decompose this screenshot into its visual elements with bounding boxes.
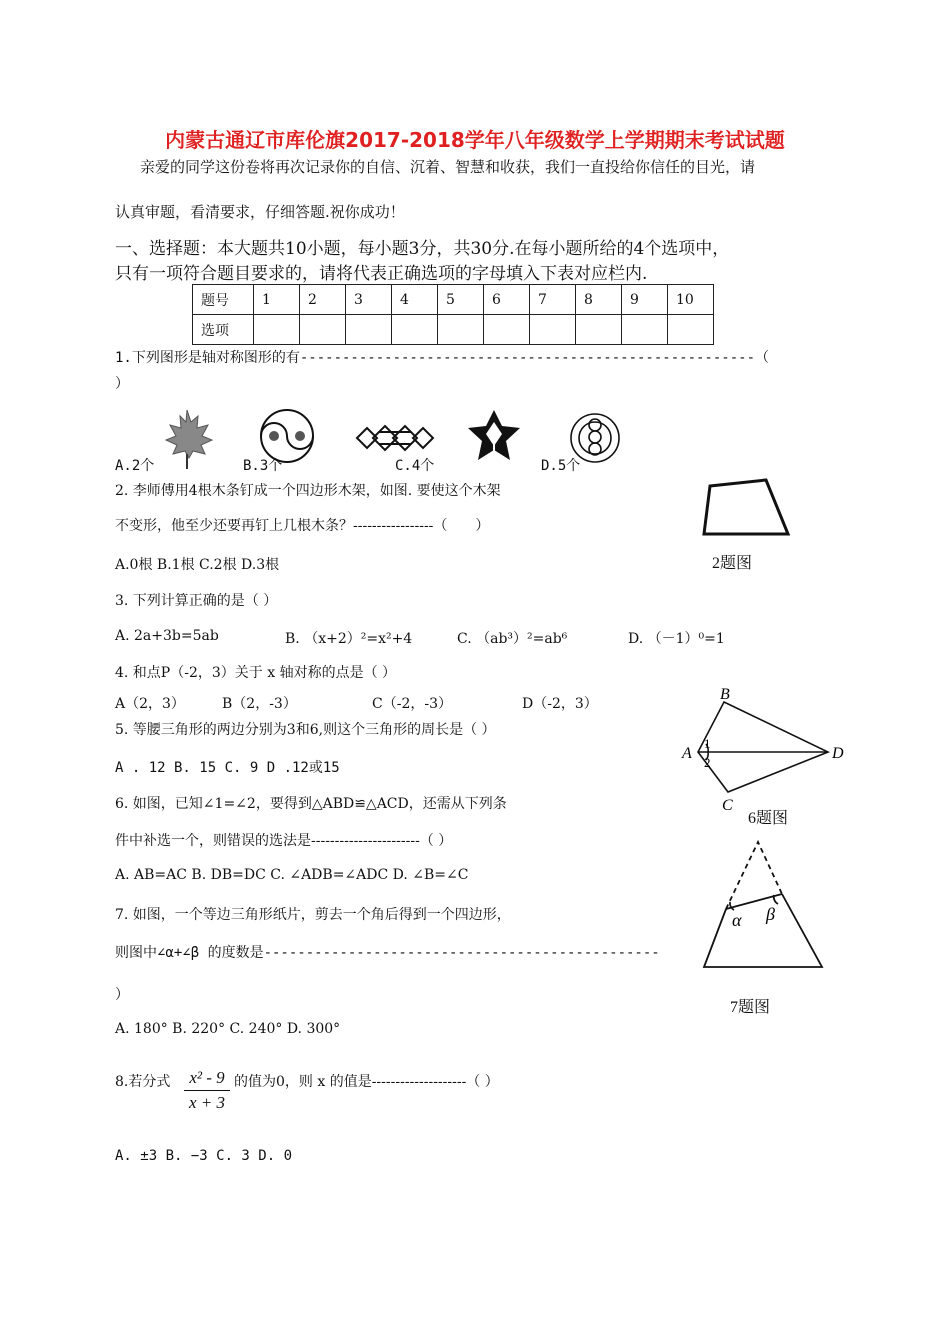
q4-option-c: C（-2，-3） (372, 696, 452, 712)
answer-table-number: 1 (254, 285, 300, 315)
kite-label-b: B (720, 686, 730, 703)
cut-triangle-figure (700, 840, 826, 970)
answer-table-answer-row (193, 315, 714, 345)
q4-option-a: A（2，3） (115, 696, 185, 712)
q3-option-b: B. （x+2）²=x²+4 (285, 631, 413, 647)
answer-cell[interactable] (392, 315, 438, 345)
answer-table-number: 2 (300, 285, 346, 315)
q4-option-b: B（2，-3） (222, 696, 297, 712)
intro-line-1: 亲爱的同学这份卷将再次记录你的自信、沉着、智慧和收获，我们一直投给你信任的目光，请 (140, 158, 756, 176)
answer-table-number: 8 (576, 285, 622, 315)
q7-line-3: ） (115, 987, 129, 1003)
q7-line-2: 则图中∠α+∠β 的度数是----------------------------------------------- (115, 945, 660, 961)
q1-option-a: A.2个 (115, 458, 155, 474)
q1-stem: 1.下列图形是轴对称图形的有------------------------------------------------------（ (115, 350, 770, 366)
q1-option-c: C.4个 (395, 458, 435, 474)
answer-table-number: 7 (530, 285, 576, 315)
q3-option-a: A. 2a+3b=5ab (115, 628, 219, 644)
maple-leaf-figure (160, 408, 214, 470)
q3-option-c: C. （ab³）²=ab⁶ (457, 631, 568, 647)
answer-table-number: 4 (392, 285, 438, 315)
q6-figure-caption: 6题图 (748, 810, 789, 827)
section-1-line-1: 一、选择题：本大题共10小题，每小题3分，共30分.在每小题所给的4个选项中， (115, 239, 730, 259)
kite-label-d: D (832, 745, 844, 762)
q7-figure-caption: 7题图 (730, 999, 771, 1016)
q5-stem: 5. 等腰三角形的两边分别为3和6,则这个三角形的周长是（ ） (115, 722, 496, 738)
intro-line-2: 认真审题，看清要求，仔细答题.祝你成功！ (115, 203, 405, 221)
q2-options: A.0根 B.1根 C.2根 D.3根 (115, 557, 280, 573)
q2-figure-caption: 2题图 (712, 555, 753, 572)
answer-table-number: 9 (622, 285, 668, 315)
q1-option-b: B.3个 (243, 458, 283, 474)
answer-table-number: 10 (668, 285, 714, 315)
q8-numerator: x² - 9 (184, 1068, 230, 1091)
page-title: 内蒙古通辽市库伦旗2017-2018学年八年级数学上学期期末考试试题 (165, 128, 785, 152)
pentagon-star-figure (466, 408, 522, 462)
knot-figure (355, 418, 435, 458)
answer-cell[interactable] (346, 315, 392, 345)
angle-beta-label: β (766, 904, 775, 924)
q1-stem-end: ） (115, 376, 129, 392)
kite-figure (678, 688, 850, 814)
q6-options: A. AB=AC B. DB=DC C. ∠ADB=∠ADC D. ∠B=∠C (115, 867, 469, 883)
answer-cell[interactable] (576, 315, 622, 345)
q8-denominator: x + 3 (188, 1093, 226, 1112)
q8-prefix: 8.若分式 (115, 1074, 171, 1090)
q4-stem: 4. 和点P（-2，3）关于 x 轴对称的点是（ ） (115, 665, 397, 681)
section-1-line-2: 只有一项符合题目要求的，请将代表正确选项的字母填入下表对应栏内. (115, 264, 648, 284)
answer-cell[interactable] (438, 315, 484, 345)
q2-line-2: 不变形，他至少还要再钉上几根木条？-----------------（ ） (115, 518, 490, 534)
answer-cell[interactable] (622, 315, 668, 345)
kite-label-a: A (682, 745, 692, 762)
answer-table-number: 6 (484, 285, 530, 315)
answer-table-header-label: 题号 (193, 285, 254, 315)
answer-cell[interactable] (530, 315, 576, 345)
answer-cell[interactable] (668, 315, 714, 345)
q7-options: A. 180° B. 220° C. 240° D. 300° (115, 1021, 341, 1037)
kite-label-1: 1 (704, 736, 711, 751)
answer-table (192, 284, 714, 345)
answer-table-header-row (193, 285, 714, 315)
q3-stem: 3. 下列计算正确的是（ ） (115, 593, 278, 609)
q8-suffix: 的值为0，则 x 的值是--------------------（ ） (234, 1074, 499, 1090)
kite-label-c: C (722, 797, 733, 814)
quadrilateral-figure (700, 476, 792, 538)
q1-option-d: D.5个 (541, 458, 581, 474)
answer-table-row-label: 选项 (193, 315, 254, 345)
q8-fraction (184, 1068, 230, 1113)
q7-line-1: 7. 如图，一个等边三角形纸片，剪去一个角后得到一个四边形， (115, 907, 511, 923)
q6-line-1: 6. 如图，已知∠1=∠2，要得到△ABD≌△ACD，还需从下列条 (115, 796, 507, 812)
angle-alpha-label: α (732, 910, 742, 930)
answer-table-number: 5 (438, 285, 484, 315)
answer-cell[interactable] (254, 315, 300, 345)
q4-option-d: D（-2，3） (522, 696, 598, 712)
kite-label-2: 2 (704, 755, 711, 770)
q6-line-2: 件中补选一个，则错误的选法是-----------------------（ ） (115, 833, 453, 849)
q3-option-d: D. （－1）⁰=1 (628, 631, 725, 647)
q2-line-1: 2. 李师傅用4根木条钉成一个四边形木架，如图. 要使这个木架 (115, 483, 501, 499)
answer-cell[interactable] (484, 315, 530, 345)
answer-cell[interactable] (300, 315, 346, 345)
q8-options: A. ±3 B. −3 C. 3 D. 0 (115, 1148, 293, 1164)
answer-table-number: 3 (346, 285, 392, 315)
q5-options: A . 12 B. 15 C. 9 D .12或15 (115, 760, 340, 776)
